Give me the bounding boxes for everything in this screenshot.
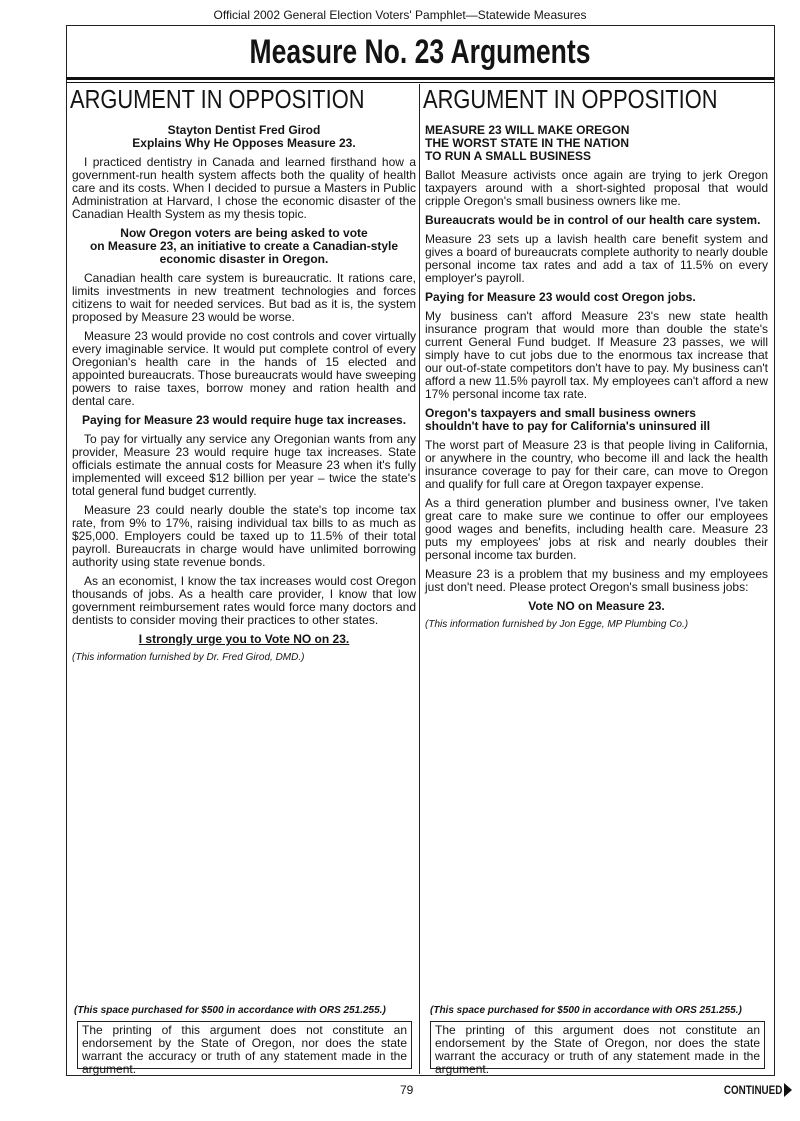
left-highlight-1 [72, 227, 416, 266]
right-paragraph-6: Measure 23 is a problem that my business and my employees just don't need. Please protect Oregon's small business jobs: [425, 567, 768, 594]
right-subheading-3 [425, 407, 768, 433]
right-closing-appeal: Vote NO on Measure 23. [528, 599, 665, 613]
left-column-heading: ARGUMENT IN OPPOSITION [70, 84, 365, 114]
right-column-heading: ARGUMENT IN OPPOSITION [423, 84, 718, 114]
right-headline-line2: THE WORST STATE IN THE NATION [425, 136, 629, 150]
right-paragraph-2: Measure 23 sets up a lavish health care benefit system and gives a board of bureaucrats complete authority to nearly double personal income tax rates and add a tax of 11.5% on every employer's payroll. [425, 232, 768, 285]
left-argument-body [72, 124, 416, 664]
right-purchase-note: (This space purchased for $500 in accordance with ORS 251.255.) [430, 1005, 742, 1016]
page-title: Measure No. 23 Arguments [249, 33, 591, 71]
right-paragraph-3: My business can't afford Measure 23's new state health insurance program that would more than double the state's current General Fund budget. If Measure 23 passes, we will simply have to cut jobs due to the enormous tax increase that our out-of-state competitors don't have to pay. My business can't afford a new 11.5% payroll tax. My employees can't afford a new 17% personal income tax rate. [425, 309, 768, 401]
right-subheading-3-line2: shouldn't have to pay for California's uninsured ill [425, 419, 711, 433]
left-argument-column [72, 84, 416, 1074]
left-closing-appeal: I strongly urge you to Vote NO on 23. [138, 632, 350, 646]
frame-right-border [774, 25, 775, 1075]
title-rule-thin [66, 82, 774, 83]
left-highlight-1-line2: on Measure 23, an initiative to create a Canadian-style [89, 239, 399, 253]
left-subtitle-line2: Explains Why He Opposes Measure 23. [132, 136, 356, 150]
left-purchase-note: (This space purchased for $500 in accordance with ORS 251.255.) [74, 1005, 386, 1016]
frame-top-border [66, 25, 774, 26]
column-divider [419, 84, 420, 1074]
continued-indicator [711, 1083, 792, 1097]
continued-label: CONTINUED [723, 1083, 783, 1097]
left-highlight-2: Paying for Measure 23 would require huge tax increases. [81, 413, 407, 427]
left-disclaimer-box: The printing of this argument does not constitute an endorsement by the State of Oregon, nor does the state warrant the accuracy or truth of any statement made in the argument. [77, 1021, 412, 1069]
right-subheading-1: Bureaucrats would be in control of our health care system. [425, 213, 761, 227]
right-paragraph-4: The worst part of Measure 23 is that people living in California, or anywhere in the country, who become ill and lack the health insurance coverage to pay for their care, can move to Oregon and qualify for full care at Oregon taxpayer expense. [425, 438, 768, 491]
frame-left-border [66, 25, 67, 1075]
right-paragraph-5: As a third generation plumber and business owner, I've taken great care to make sure we continue to offer our employees good wages and benefits, including health care. Measure 23 puts my employees' jobs at risk and nearly doubles their personal income tax burden. [425, 496, 768, 562]
left-paragraph-1: I practiced dentistry in Canada and learned firsthand how a government-run health system affects both the quality of health care and its costs. When I decided to pursue a Masters in Public Administration at Harvard, I chose the economic disaster of the Canadian Health System as my thesis topic. [72, 155, 416, 221]
left-paragraph-5: Measure 23 could nearly double the state's top income tax rate, from 9% to 17%, raising individual tax bills to as much as $25,000. Employers could be taxed up to 11.5% of their total payroll. Bureaucrats in charge would have unlimited borrowing authority using state revenue bonds. [72, 503, 416, 569]
left-highlight-1-line3: economic disaster in Oregon. [159, 252, 329, 266]
right-subheading-3-line1: Oregon's taxpayers and small business owners [425, 406, 696, 420]
running-header: Official 2002 General Election Voters' Pamphlet—Statewide Measures [213, 8, 587, 22]
left-paragraph-3: Measure 23 would provide no cost controls and cover virtually every imaginable service. It would put complete control of every Oregonian's health care in the hands of 15 elected and appointed bureaucrats. Those bureaucrats would have sweeping powers to raise taxes, borrow money and ration health and dental care. [72, 329, 417, 408]
right-argument-column [425, 84, 768, 1074]
title-rule-thick [66, 77, 774, 80]
right-headline-line1: MEASURE 23 WILL MAKE OREGON [425, 123, 630, 137]
right-headline-line3: TO RUN A SMALL BUSINESS [425, 149, 592, 163]
right-arrow-icon [784, 1083, 792, 1097]
left-subtitle-line1: Stayton Dentist Fred Girod [167, 123, 321, 137]
right-argument-body [425, 124, 768, 631]
frame-bottom-border [66, 1075, 775, 1076]
left-furnished-by: (This information furnished by Dr. Fred Girod, DMD.) [72, 652, 305, 663]
left-paragraph-6: As an economist, I know the tax increases would cost Oregon thousands of jobs. As a health care provider, I know that low government reimbursement rates would force many doctors and dentists to consider moving their practices to other states. [72, 574, 416, 627]
right-furnished-by: (This information furnished by Jon Egge, MP Plumbing Co.) [425, 619, 689, 630]
right-disclaimer-box: The printing of this argument does not constitute an endorsement by the State of Oregon, nor does the state warrant the accuracy or truth of any statement made in the argument. [430, 1021, 765, 1069]
left-subtitle [72, 124, 416, 150]
left-paragraph-2: Canadian health care system is bureaucratic. It rations care, limits investments in new treatment technologies and forces citizens to wait for needed services. But bad as it is, the system proposed by Measure 23 would be worse. [72, 271, 416, 324]
right-headline [425, 124, 768, 163]
left-highlight-1-line1: Now Oregon voters are being asked to vote [120, 226, 368, 240]
right-subheading-2: Paying for Measure 23 would cost Oregon jobs. [425, 290, 696, 304]
page-number: 79 [400, 1083, 414, 1097]
left-paragraph-4: To pay for virtually any service any Oregonian wants from any provider, Measure 23 would require huge tax increases. State officials estimate the annual costs for Measure 23 when it's fully implemented will exceed $12 billion per year – twice the state's total general fund budget currently. [72, 432, 416, 498]
right-paragraph-1: Ballot Measure activists once again are trying to jerk Oregon taxpayers around with a short-sighted proposal that would cripple Oregon's small business owners like me. [425, 168, 768, 208]
